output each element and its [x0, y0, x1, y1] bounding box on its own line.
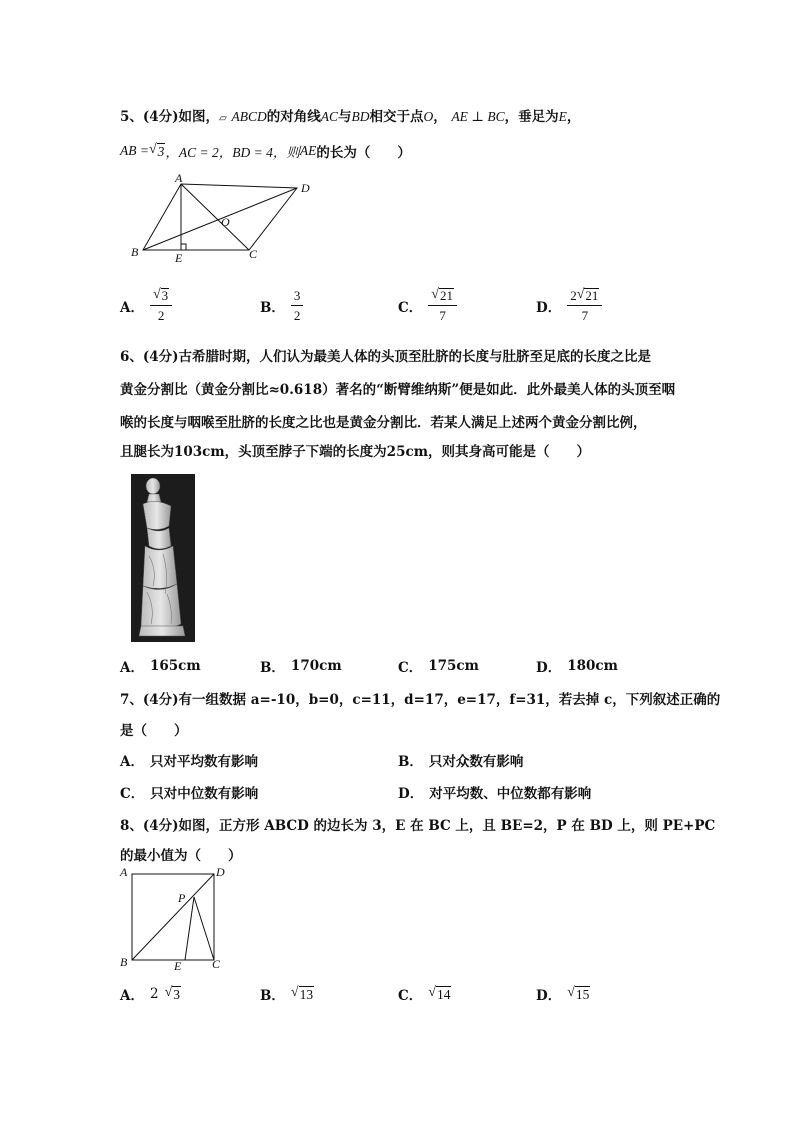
coefficient: 2 — [149, 986, 159, 1002]
q6-line-4: 且腿长为103cm，头顶至脖子下端的长度为25cm，则其身高可能是（ ） — [120, 444, 590, 460]
option-label: D． — [536, 300, 562, 316]
q5-line-1 — [120, 105, 580, 125]
q8-option-d[interactable] — [536, 984, 590, 1004]
label-b: B — [120, 955, 128, 969]
radicand: 15 — [575, 986, 590, 1002]
option-label: C． — [398, 660, 423, 676]
option-label: D． — [536, 660, 562, 676]
q5-ab-eq: AB = — [120, 143, 149, 158]
numerator: 21 — [585, 288, 599, 304]
label-c: C — [249, 247, 258, 261]
q7-option-a[interactable] — [120, 750, 258, 770]
q5-text: ，垂足为 — [504, 109, 559, 125]
diagonal-bd — [143, 188, 297, 250]
label-o: O — [221, 215, 230, 229]
option-label: A． — [120, 754, 144, 770]
radicand: 13 — [299, 986, 314, 1002]
option-label: D． — [398, 786, 424, 802]
option-label: B． — [260, 660, 285, 676]
option-label: B． — [260, 988, 285, 1004]
numerator: 3 — [161, 288, 169, 303]
q5-ac: AC — [320, 109, 338, 124]
sqrt-symbol: √ 14 — [428, 984, 451, 1002]
numerator: 21 — [439, 288, 453, 303]
label-e: E — [175, 251, 183, 264]
label-d: D — [301, 181, 310, 195]
q5-option-d[interactable] — [536, 288, 602, 324]
option-text: 175cm — [428, 658, 479, 674]
option-label: C． — [398, 988, 423, 1004]
q7-option-c[interactable] — [120, 782, 258, 802]
q6-option-c[interactable] — [398, 656, 479, 676]
option-text: 只对平均数有影响 — [149, 754, 258, 770]
q8-square-figure — [116, 864, 236, 974]
q5-abcd: ABCD — [231, 109, 267, 124]
option-text: 只对众数有影响 — [428, 754, 524, 770]
fraction: √ 3 2 — [150, 288, 172, 324]
q6-line-2: 黄金分割比（黄金分割比≈0.618）著名的“断臂维纳斯”便是如此．此外最美人体的头顶至咽 — [120, 382, 676, 398]
fraction: 2 √ 21 7 — [567, 288, 602, 324]
label-b: B — [131, 245, 139, 259]
q5-text: ， — [566, 109, 581, 125]
q6-line-1: 6、(4分)古希腊时期，人们认为最美人体的头顶至肚脐的长度与肚脐至足底的长度之比是 — [120, 349, 652, 365]
q5-parallelogram-figure — [125, 172, 315, 264]
diagonal-ac — [181, 184, 249, 250]
q6-option-a[interactable] — [120, 656, 201, 676]
label-c: C — [212, 957, 221, 971]
q5-tail: 的长为（ ） — [316, 145, 411, 161]
label-p: P — [178, 891, 186, 905]
option-label: A． — [120, 660, 144, 676]
fraction: √ 21 7 — [428, 288, 457, 324]
parallelogram-abcd — [143, 184, 297, 250]
q6-option-d[interactable] — [536, 656, 618, 676]
coefficient: 2 — [570, 288, 577, 303]
radicand: 14 — [436, 986, 451, 1002]
option-text: 对平均数、中位数都有影响 — [429, 786, 592, 802]
q5-e: E — [558, 109, 567, 124]
q5-bd: BD — [351, 109, 370, 124]
option-label: A． — [120, 988, 144, 1004]
option-label: A． — [120, 299, 144, 316]
venus-statue-image — [131, 474, 195, 642]
option-label: B． — [260, 300, 285, 316]
q5-sqrt3-value: 3 — [157, 143, 165, 159]
option-text: 只对中位数有影响 — [150, 786, 259, 802]
denominator: 2 — [293, 308, 301, 323]
segment-pe — [185, 897, 194, 960]
q8-line-2: 的最小值为（ ） — [120, 848, 242, 864]
option-label: C． — [398, 299, 423, 316]
option-label: C． — [120, 786, 145, 802]
label-e: E — [174, 959, 182, 973]
q5-text: 与 — [337, 109, 352, 125]
sqrt-symbol: √ 3 — [164, 984, 181, 1002]
segment-pc — [194, 897, 214, 960]
sqrt-symbol: √ 13 — [290, 984, 314, 1002]
denominator: 7 — [581, 308, 589, 323]
diagonal-bd — [132, 874, 214, 960]
q5-ae: AE — [299, 143, 317, 158]
q5-option-c[interactable] — [398, 288, 457, 324]
option-label: D． — [536, 988, 562, 1004]
sqrt-symbol: √ 3 — [148, 141, 165, 159]
q7-option-d[interactable] — [398, 782, 591, 802]
q6-line-3: 喉的长度与咽喉至肚脐的长度之比也是黄金分割比．若某人满足上述两个黄金分割比例， — [120, 415, 647, 431]
q6-option-b[interactable] — [260, 656, 342, 676]
option-label: B． — [398, 754, 423, 770]
label-a: A — [175, 172, 183, 185]
numerator: 3 — [291, 288, 304, 306]
option-text: 165cm — [149, 658, 201, 674]
q8-option-a[interactable] — [120, 984, 181, 1004]
parallelogram-symbol: ▱ — [219, 113, 227, 124]
sqrt-symbol: √ 15 — [567, 984, 590, 1002]
q5-ae-perp-bc: AE ⊥ BC — [451, 109, 505, 124]
q5-number: 5、(4分)如图， — [120, 109, 220, 125]
label-d: D — [216, 865, 225, 879]
label-a: A — [120, 865, 128, 879]
q5-line-2 — [120, 141, 411, 161]
q5-text: ， — [433, 109, 447, 125]
denominator: 7 — [439, 307, 446, 323]
q5-conditions: ，AC = 2，BD = 4，则 — [165, 145, 300, 160]
fraction — [291, 288, 304, 324]
radicand: 3 — [173, 986, 181, 1002]
q8-option-b[interactable] — [260, 984, 314, 1004]
q8-option-c[interactable] — [398, 984, 451, 1004]
q7-option-b[interactable] — [398, 750, 523, 770]
option-text: 170cm — [290, 658, 342, 674]
q7-line-1: 7、(4分)有一组数据 a=-10，b=0，c=11，d=17，e=17，f=31，若去掉 c，下列叙述正确的 — [120, 692, 721, 708]
right-angle-mark — [181, 244, 186, 250]
q5-option-b[interactable] — [260, 288, 303, 324]
q5-option-a[interactable] — [120, 288, 172, 324]
q5-text: 的对角线 — [266, 109, 321, 125]
denominator: 2 — [157, 307, 165, 323]
option-text: 180cm — [567, 658, 618, 674]
q7-line-2: 是（ ） — [120, 723, 188, 739]
q8-line-1: 8、(4分)如图，正方形 ABCD 的边长为 3，E 在 BC 上，且 BE=2，P 在 BD 上，则 PE+PC — [120, 818, 716, 834]
q5-text: 相交于点 — [369, 109, 424, 125]
q5-o: O — [423, 109, 434, 124]
